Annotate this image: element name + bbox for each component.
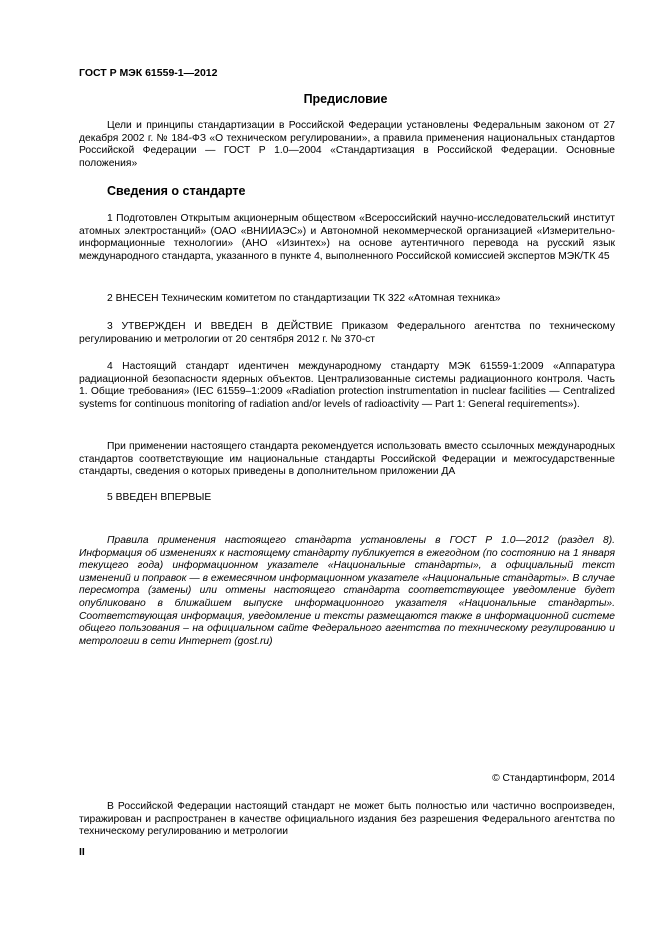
rights-paragraph: В Российской Федерации настоящий стандарт не может быть полностью или частично воспроизведен, тиражирован и распространен в качестве официального издания без разрешения Федерального агентства по техническому регулированию и метрологии xyxy=(79,801,615,838)
copyright-line: © Стандартинформ, 2014 xyxy=(492,773,615,784)
item-4-paragraph: 4 Настоящий стандарт идентичен международному стандарту МЭК 61559-1:2009 «Аппаратура радиационной безопасности ядерных объектов. Централизованные системы радиационного контроля. Часть 1. Общие требования» (IEC 61559–1:2009 «Radiation protection instrumentation in nuclear facilities — Centralized systems for continuous monitoring of radiation and/or levels of radioactivity — Part 1: General requirements»). xyxy=(79,361,615,410)
item-1-paragraph: 1 Подготовлен Открытым акционерным обществом «Всероссийский научно-исследовательский институт атомных электростанций» (ОАО «ВНИИАЭС») и Автономной некоммерческой организацией «Измерительно-информационные технологии» (АНО «Изинтех») на основе аутентичного перевода на русский язык международного стандарта, указанного в пункте 4, выполненного Российской комиссией экспертов МЭК/ТК 45 xyxy=(79,213,615,262)
reference-note-paragraph: При применении настоящего стандарта рекомендуется использовать вместо ссылочных международных стандартов соответствующие им национальные стандарты Российской Федерации и межгосударственные стандарты, сведения о которых приведены в дополнительном приложении ДА xyxy=(79,441,615,478)
document-header: ГОСТ Р МЭК 61559-1—2012 xyxy=(79,67,218,79)
info-section-title: Сведения о стандарте xyxy=(107,184,246,198)
notice-paragraph: Правила применения настоящего стандарта установлены в ГОСТ Р 1.0—2012 (раздел 8). Информация об изменениях к настоящему стандарту публикуется в ежегодном (по состоянию на 1 января текущего года) информационном указателе «Национальные стандарты», а официальный текст изменений и поправок — в ежемесячном информационном указателе «Национальные стандарты». В случае пересмотра (замены) или отмены настоящего стандарта соответствующее уведомление будет опубликовано в ближайшем выпуске информационного указателя «Национальные стандарты». Соответствующая информация, уведомление и тексты размещаются также в информационной системе общего пользования – на официальном сайте Федерального агентства по техническому регулированию и метрологии в сети Интернет (gost.ru) xyxy=(79,535,615,647)
preface-paragraph: Цели и принципы стандартизации в Российской Федерации установлены Федеральным законом от 27 декабря 2002 г. № 184-ФЗ «О техническом регулировании», а правила применения национальных стандартов Российской Федерации — ГОСТ Р 1.0—2004 «Стандартизация в Российской Федерации. Основные положения» xyxy=(79,120,615,169)
item-3-paragraph: 3 УТВЕРЖДЕН И ВВЕДЕН В ДЕЙСТВИЕ Приказом Федерального агентства по техническому регулированию и метрологии от 20 сентября 2012 г. № 370-ст xyxy=(79,321,615,345)
item-5-paragraph: 5 ВВЕДЕН ВПЕРВЫЕ xyxy=(107,492,212,503)
preface-title: Предисловие xyxy=(303,92,388,106)
page-number: II xyxy=(79,846,85,858)
item-2-paragraph: 2 ВНЕСЕН Техническим комитетом по стандартизации ТК 322 «Атомная техника» xyxy=(107,293,501,304)
